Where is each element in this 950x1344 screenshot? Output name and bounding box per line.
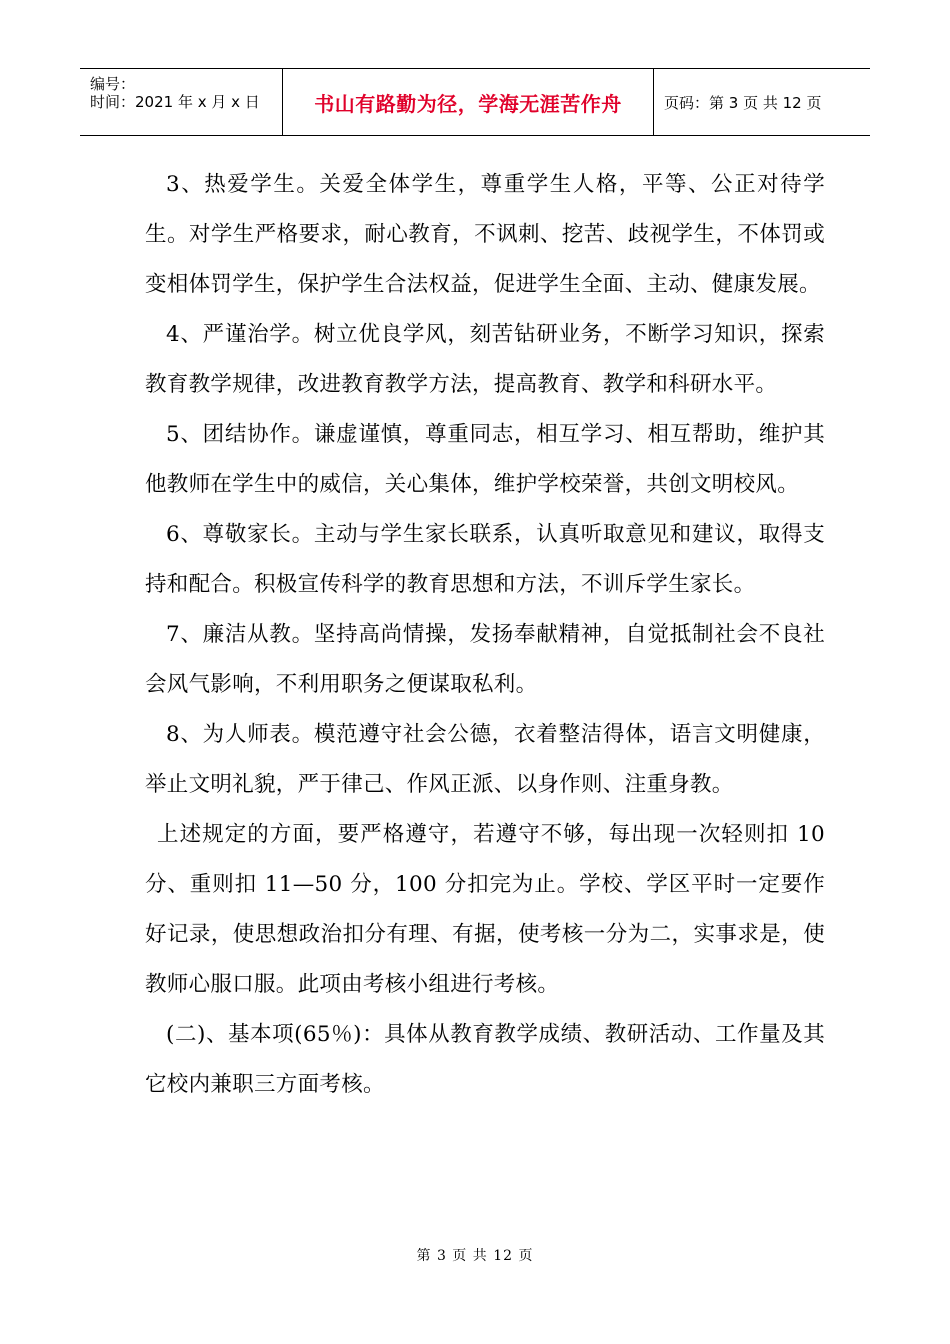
paragraph-basic-items: (二)、基本项(65％)：具体从教育教学成绩、教研活动、工作量及其它校内兼职三方面考核。 (145, 1022, 825, 1097)
motto-text: 书山有路勤为径，学海无涯苦作舟 (314, 91, 622, 116)
paragraph-3: 3、热爱学生。关爱全体学生，尊重学生人格，平等、公正对待学生。对学生严格要求，耐心教育，不讽刺、挖苦、歧视学生，不体罚或变相体罚学生，保护学生合法权益，促进学生全面、主动、健康发展。 (145, 172, 825, 297)
header-page-cell (654, 69, 870, 135)
paragraph-8: 8、为人师表。模范遵守社会公德，衣着整洁得体，语言文明健康，举止文明礼貌，严于律己、作风正派、以身作则、注重身教。 (145, 722, 825, 797)
paragraph-4: 4、严谨治学。树立优良学风，刻苦钻研业务，不断学习知识，探索教育教学规律，改进教育教学方法，提高教育、教学和科研水平。 (145, 322, 825, 397)
document-body (145, 160, 825, 1110)
number-label: 编号： (90, 75, 136, 93)
page-info: 页码：第 3 页 共 12 页 (664, 93, 822, 112)
document-header (80, 68, 870, 136)
paragraph-5: 5、团结协作。谦虚谨慎，尊重同志，相互学习、相互帮助，维护其他教师在学生中的威信，关心集体，维护学校荣誉，共创文明校风。 (145, 422, 825, 497)
paragraph-6: 6、尊敬家长。主动与学生家长联系，认真听取意见和建议，取得支持和配合。积极宣传科学的教育思想和方法，不训斥学生家长。 (145, 522, 825, 597)
time-label: 时间：2021 年 x 月 x 日 (90, 93, 260, 111)
header-motto-cell (283, 69, 654, 135)
paragraph-7: 7、廉洁从教。坚持高尚情操，发扬奉献精神，自觉抵制社会不良社会风气影响，不利用职务之便谋取私利。 (145, 622, 825, 697)
header-meta-cell (80, 69, 283, 135)
page-footer: 第 3 页 共 12 页 (416, 1248, 534, 1264)
paragraph-rules-summary: 上述规定的方面，要严格遵守，若遵守不够，每出现一次轻则扣 10 分、重则扣 11—50 分，100 分扣完为止。学校、学区平时一定要作好记录，使思想政治扣分有理、有据，使考核一分为二，实事求是，使教师心服口服。此项由考核小组进行考核。 (145, 822, 825, 997)
